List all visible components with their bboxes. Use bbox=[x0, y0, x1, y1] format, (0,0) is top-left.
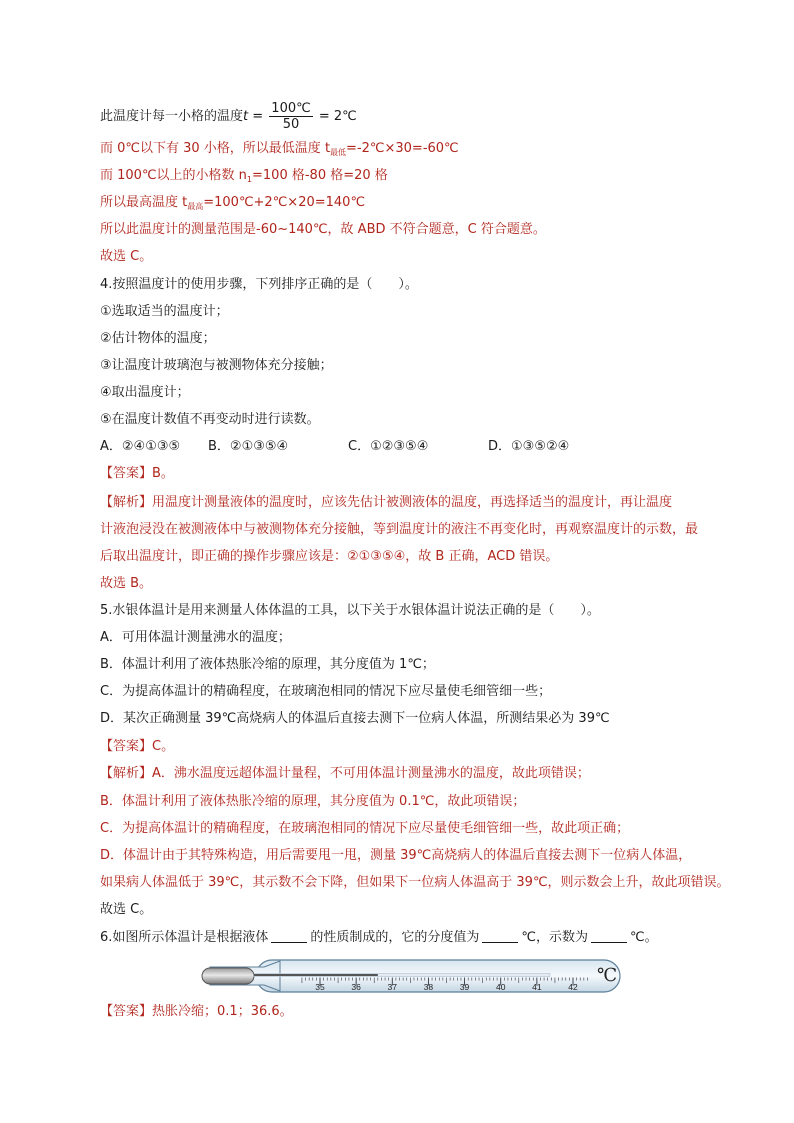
q4-option-d: D．①③⑤②④ bbox=[488, 439, 570, 454]
q3-solution-line-3: 而 100℃以上的小格数 $n_1=100$ 格-80 格=20 格 bbox=[100, 168, 388, 184]
tick-label: 38 bbox=[423, 982, 434, 992]
q4-explanation-line-3: 后取出温度计，即正确的操作步骤应该是：②①③⑤④，故 B 正确，ACD 错误。 bbox=[100, 549, 559, 564]
answer-tag: 【答案】 bbox=[100, 1004, 153, 1019]
q6-stem: 6.如图所示体温计是根据液体 的性质制成的，它的分度值为 ℃，示数为 ℃。 bbox=[100, 930, 658, 945]
q5-explanation-d-2: 如果病人体温低于 39℃，其示数不会下降，但如果下一位病人体温高于 39℃，则示数会上升，故此项错误。 bbox=[100, 875, 730, 890]
q4-step-1: ①选取适当的温度计； bbox=[100, 304, 229, 319]
q4-stem: 4.按照温度计的使用步骤，下列排序正确的是（ ）。 bbox=[100, 277, 418, 292]
q4-option-a: A．②④①③⑤ bbox=[100, 439, 181, 454]
q5-option-a: A．可用体温计测量沸水的温度； bbox=[100, 630, 291, 645]
q3-solution-line-4: 所以最高温度 $t_{最高}=100℃+2℃\times 20=140℃$ bbox=[100, 195, 366, 211]
tick-label: 35 bbox=[315, 982, 325, 992]
q4-step-3: ③让温度计玻璃泡与被测物体充分接触； bbox=[100, 358, 333, 373]
q4-step-2: ②估计物体的温度； bbox=[100, 331, 216, 346]
blank-2 bbox=[482, 928, 518, 943]
blank-1 bbox=[271, 928, 307, 943]
q4-step-4: ④取出温度计； bbox=[100, 385, 190, 400]
q5-explanation-d-1: D．体温计由于其特殊构造，用后需要甩一甩，测量 39℃高烧病人的体温后直接去测下一位病人体温， bbox=[100, 848, 692, 863]
q4-explanation-line-1: 【解析】用温度计测量液体的温度时，应该先估计被测液体的温度，再选择适当的温度计，再让温度 bbox=[100, 495, 673, 510]
q4-option-c: C．①②③⑤④ bbox=[348, 439, 429, 454]
celsius-unit-label: ℃ bbox=[597, 965, 618, 986]
q5-explanation-b: B．体温计利用了液体热胀冷缩的原理，其分度值为 0.1℃，故此项错误； bbox=[100, 794, 526, 809]
q5-answer: 【答案】C。 bbox=[100, 739, 175, 754]
q4-answer: 【答案】B。 bbox=[100, 466, 174, 481]
tick-label: 39 bbox=[459, 982, 470, 992]
q5-explanation-a: 【解析】A．沸水温度远超体温计量程，不可用体温计测量沸水的温度，故此项错误； bbox=[100, 766, 590, 781]
explanation-tag: 【解析】 bbox=[100, 495, 153, 510]
q4-options bbox=[100, 437, 569, 457]
q6-answer: 【答案】热胀冷缩；0.1；36.6。 bbox=[100, 1004, 293, 1019]
fraction: $\frac{100℃}{50}$ bbox=[271, 101, 311, 132]
q5-stem: 5.水银体温计是用来测量人体体温的工具，以下关于水银体温计说法正确的是（ ）。 bbox=[100, 603, 600, 618]
q5-explanation-c: C．为提高体温计的精确程度，在玻璃泡相同的情况下应尽量使毛细管细一些，故此项正确； bbox=[100, 821, 630, 836]
q5-option-c: C．为提高体温计的精确程度，在玻璃泡相同的情况下应尽量使毛细管细一些； bbox=[100, 684, 552, 699]
tick-label: 40 bbox=[495, 982, 506, 992]
tick-label: 36 bbox=[351, 982, 361, 992]
tick-label: 42 bbox=[568, 982, 578, 992]
clinical-thermometer-figure bbox=[200, 958, 624, 994]
explanation-tag: 【解析】 bbox=[100, 766, 153, 781]
q5-option-b: B．体温计利用了液体热胀冷缩的原理，其分度值为 1℃； bbox=[100, 657, 435, 672]
q5-choose: 故选 C。 bbox=[100, 902, 153, 917]
tick-label: 37 bbox=[387, 982, 398, 992]
q4-explanation-line-2: 计液泡浸没在被测液体中与被测物体充分接触，等到温度计的液注不再变化时，再观察温度计的示数，最 bbox=[100, 522, 699, 537]
q3-solution-line-5: 所以此温度计的测量范围是-60~140℃，故 ABD 不符合题意，C 符合题意。 bbox=[100, 222, 546, 237]
blank-3 bbox=[591, 928, 627, 943]
answer-tag: 【答案】 bbox=[100, 739, 153, 754]
tick-label: 41 bbox=[532, 982, 542, 992]
q4-step-5: ⑤在温度计数值不再变动时进行读数。 bbox=[100, 412, 320, 427]
answer-tag: 【答案】 bbox=[100, 466, 153, 481]
q3-solution-line-2: 而 0℃以下有 30 小格，所以最低温度 $t_{最低}=-2℃\times 30=-60℃$ bbox=[100, 141, 459, 157]
q4-choose: 故选 B。 bbox=[100, 576, 153, 591]
mercury-column bbox=[254, 974, 378, 976]
q4-option-b: B．②①③⑤④ bbox=[208, 439, 289, 454]
q3-choose: 故选 C。 bbox=[100, 249, 153, 264]
mercury-bulb bbox=[202, 968, 254, 984]
q5-option-d: D．某次正确测量 39℃高烧病人的体温后直接去测下一位病人体温，所测结果必为 39℃ bbox=[100, 711, 610, 726]
q3-solution-line-1: 此温度计每一小格的温度t = $\frac{100℃}{50}$ = 2℃ bbox=[100, 101, 357, 132]
